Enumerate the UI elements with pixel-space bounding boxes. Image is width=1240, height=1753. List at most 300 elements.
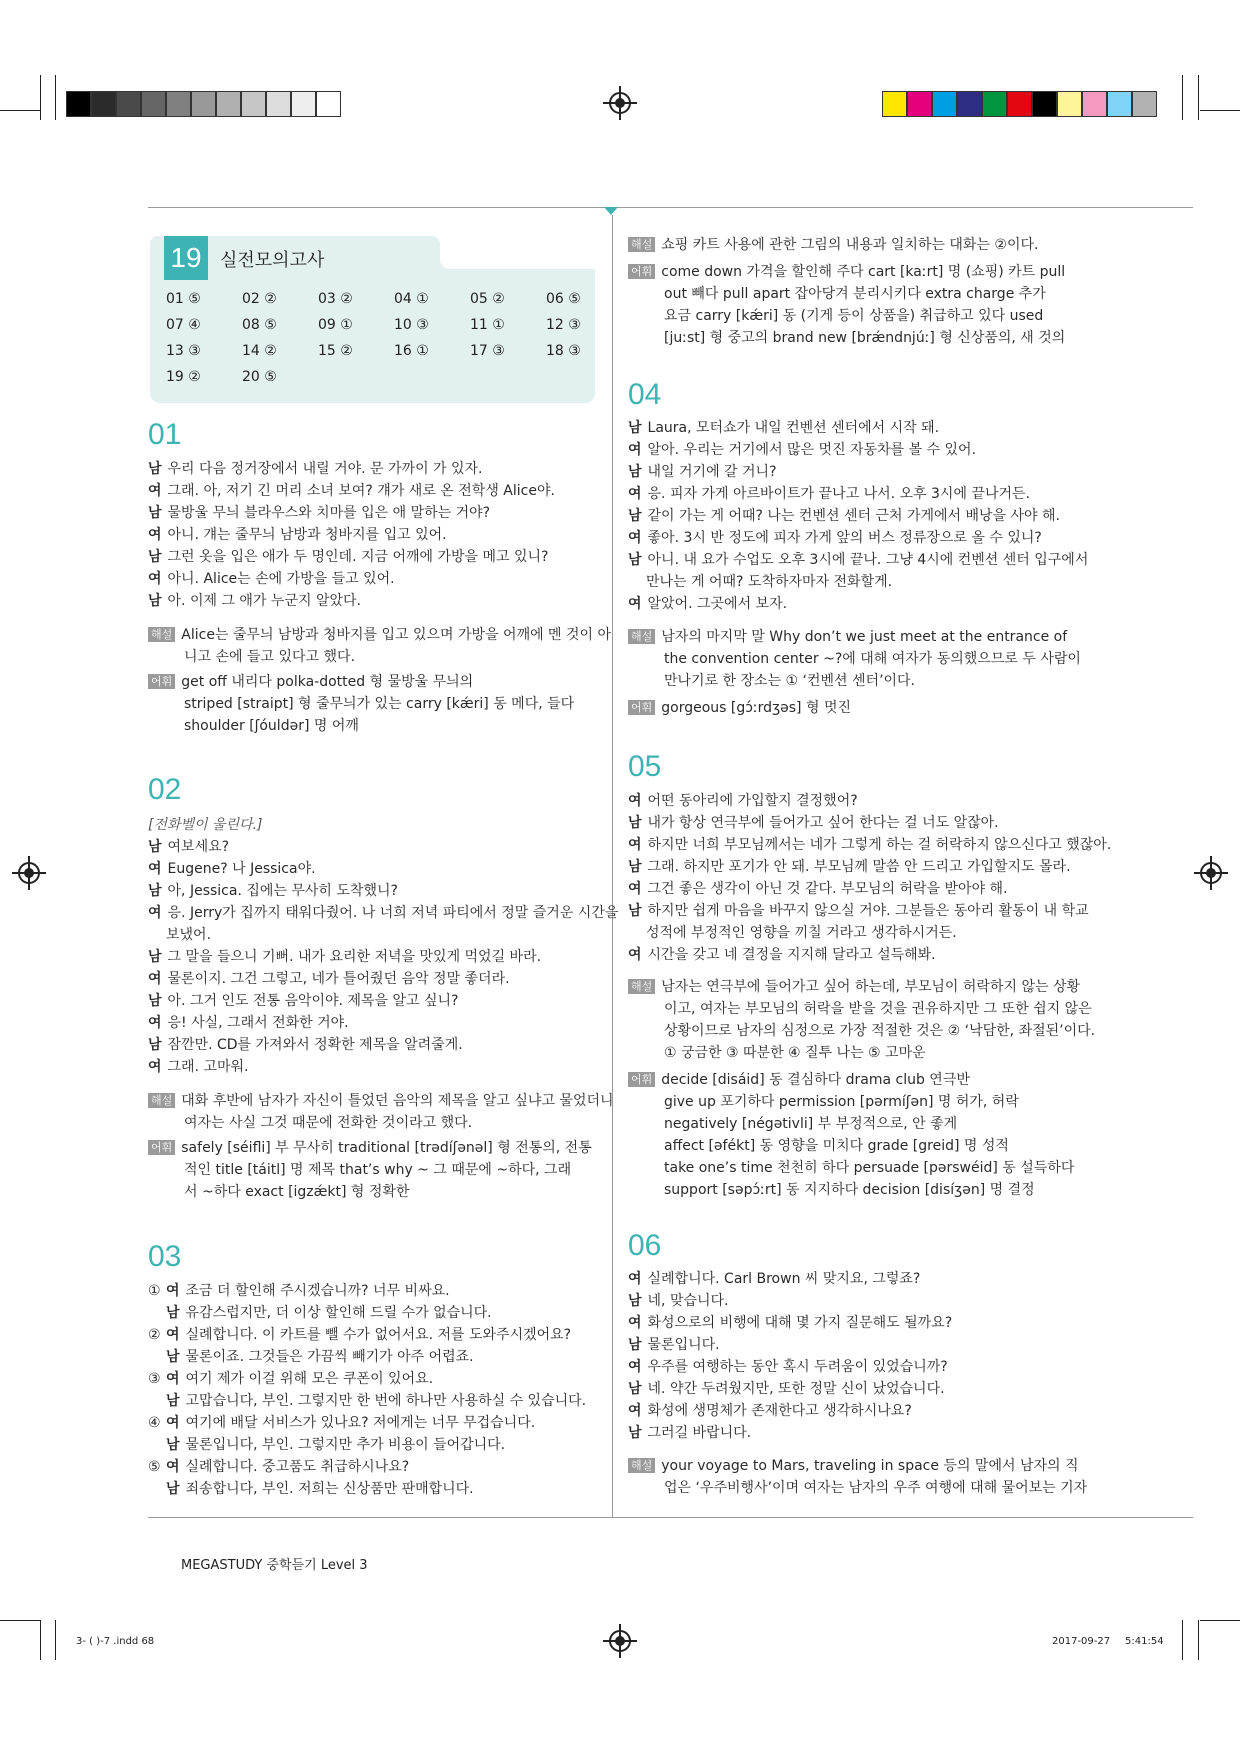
color-swatch — [907, 91, 932, 117]
vocabulary-text: take one’s time 천천히 하다 persuade [pərswéid] 동 설득하다 — [664, 1160, 1075, 1176]
dialogue-line — [628, 922, 957, 944]
dialogue-text: 하지만 쉽게 마음을 바꾸지 않으실 거야. 그분들은 동아리 활동이 내 학교 — [647, 903, 1089, 919]
dialogue-text: 아니. 내 요가 수업도 오후 3시에 끝나. 그냥 4시에 컨벤션 센터 입구에서 — [647, 552, 1089, 568]
speaker-label: 여 — [148, 1059, 162, 1075]
explanation — [628, 1042, 926, 1064]
explanation-text: 여자는 사실 그것 때문에 전화한 것이라고 했다. — [184, 1115, 473, 1131]
speaker-label: 여 — [148, 527, 162, 543]
dialogue-text: 물론입니다, 부인. 그렇지만 추가 비용이 들어갑니다. — [185, 1437, 506, 1453]
dialogue-text: 시간을 갖고 네 결정을 지지해 달라고 설득해봐. — [647, 947, 936, 963]
speaker-label: 여 — [166, 1371, 180, 1387]
speaker-label: 여 — [166, 1459, 180, 1475]
grayscale-color-bar — [66, 91, 341, 117]
dialogue-line — [148, 1056, 249, 1078]
vocabulary-text: decide [disáid] 동 결심하다 drama club 연극반 — [661, 1072, 970, 1088]
answer-item: 03 ② — [318, 291, 353, 307]
explanation — [628, 1477, 1087, 1499]
speaker-label: 남 — [148, 883, 162, 899]
vocabulary — [628, 1157, 1074, 1179]
option-number: ① — [148, 1283, 161, 1299]
question-number: 03 — [148, 1240, 182, 1273]
answer-item: 20 ⑤ — [242, 369, 277, 385]
speaker-label: 남 — [166, 1481, 180, 1497]
dialogue-line — [628, 571, 892, 593]
color-swatch — [241, 91, 266, 117]
answer-item: 06 ⑤ — [546, 291, 581, 307]
dialogue-text: 만나는 게 어때? 도착하자마자 전화할게. — [646, 574, 893, 590]
vocabulary-text: gorgeous [gɔ́ːrdʒəs] 형 멋진 — [661, 700, 851, 716]
dialogue-line — [148, 1412, 535, 1434]
explanation-text: 쇼핑 카트 사용에 관한 그림의 내용과 일치하는 대화는 ②이다. — [661, 237, 1039, 253]
answer-item: 11 ① — [470, 317, 505, 333]
crop-mark — [1200, 1620, 1240, 1621]
dialogue-line — [148, 968, 510, 990]
dialogue-text: 물론입니다. — [647, 1337, 720, 1353]
dialogue-text: 그래. 하지만 포기가 안 돼. 부모님께 말씀 안 드리고 가입할지도 몰라. — [647, 859, 1071, 875]
speaker-label: 남 — [628, 1293, 642, 1309]
dialogue-line — [148, 1478, 474, 1500]
explanation — [148, 646, 355, 668]
speaker-label: 여 — [628, 1315, 642, 1331]
question-number: 02 — [148, 773, 182, 806]
speaker-label: 여 — [628, 881, 642, 897]
color-swatch — [216, 91, 241, 117]
vocabulary-text: safely [séifli] 부 무사히 traditional [trədíʃənəl] 형 전통의, 전통 — [181, 1140, 592, 1156]
center-marker-icon — [604, 207, 618, 215]
column-divider — [612, 215, 613, 1517]
speaker-label: 여 — [166, 1415, 180, 1431]
vocabulary — [148, 693, 574, 715]
speaker-label: 여 — [628, 596, 642, 612]
registration-mark-icon — [609, 1630, 631, 1652]
answer-item: 16 ① — [394, 343, 429, 359]
vocabulary-text: 적인 title [táitl] 명 제목 that’s why ~ 그 때문에 ~하다, 그래 — [184, 1162, 572, 1178]
answer-item: 19 ② — [166, 369, 201, 385]
dialogue-text: 그건 좋은 생각이 아닌 것 같다. 부모님의 허락을 받아야 해. — [647, 881, 1008, 897]
vocabulary-text: get off 내리다 polka-dotted 형 물방울 무늬의 — [181, 674, 474, 690]
vocabulary — [628, 305, 1043, 327]
vocabulary — [628, 283, 1046, 305]
dialogue-line — [148, 990, 458, 1012]
dialogue-line — [628, 878, 1008, 900]
vocabulary-tag: 어휘 — [628, 1072, 655, 1087]
speaker-label: 여 — [166, 1283, 180, 1299]
color-swatch — [116, 91, 141, 117]
dialogue-line — [148, 546, 549, 568]
dialogue-line — [628, 834, 1111, 856]
vocabulary-text: 요금 carry [kǽri] 동 (기게 등이 상품을) 취급하고 있다 used — [664, 308, 1044, 324]
explanation-text: 남자의 마지막 말 Why don’t we just meet at the entrance of — [661, 629, 1068, 645]
dialogue-line — [148, 1346, 474, 1368]
dialogue-text: 응. Jerry가 집까지 태워다줬어. 나 너희 저녁 파티에서 정말 즐거운 시간을 — [167, 905, 619, 921]
vocabulary — [628, 1091, 1019, 1113]
dialogue-text: 하지만 너희 부모님께서는 네가 그렇게 하는 걸 허락하지 않으신다고 했잖아. — [647, 837, 1112, 853]
answer-item: 05 ② — [470, 291, 505, 307]
speaker-label: 여 — [166, 1327, 180, 1343]
dialogue-text: 네, 맞습니다. — [647, 1293, 729, 1309]
color-swatch — [141, 91, 166, 117]
slug-time: 5:41:54 — [1125, 1636, 1164, 1647]
stage-direction: [전화벨이 울린다.] — [148, 817, 263, 833]
dialogue-line — [628, 527, 1042, 549]
vocabulary-text: affect [əfékt] 동 영향을 미치다 grade [greid] 명 성적 — [664, 1138, 1009, 1154]
answer-item: 10 ③ — [394, 317, 429, 333]
vocabulary-text: [juːst] 형 중고의 brand new [brǽndnjúː] 형 신상품의, 새 것의 — [664, 330, 1066, 346]
dialogue-text: 실례합니다. Carl Brown 씨 맞지요, 그렇죠? — [647, 1271, 921, 1287]
vocabulary-text: shoulder [ʃóuldər] 명 어깨 — [184, 718, 359, 734]
speaker-label: 여 — [148, 483, 162, 499]
dialogue-line — [148, 524, 447, 546]
explanation-text: 이고, 여자는 부모님의 허락을 받을 것을 권유하지만 그 또한 쉽지 않은 — [664, 1001, 1092, 1017]
vocabulary — [628, 1135, 1009, 1157]
dialogue-line — [628, 1334, 720, 1356]
speaker-label: 여 — [628, 530, 642, 546]
explanation-text: your voyage to Mars, traveling in space 등의 말에서 남자의 직 — [661, 1458, 1079, 1474]
dialogue-line — [628, 1422, 751, 1444]
vocabulary-tag: 어휘 — [628, 264, 655, 279]
dialogue-line — [628, 1312, 952, 1334]
explanation-tag: 해설 — [628, 979, 655, 994]
dialogue-text: 같이 가는 게 어때? 나는 컨벤션 센터 근처 가게에서 배낭을 사야 해. — [647, 508, 1060, 524]
registration-mark-icon — [1200, 862, 1222, 884]
question-number: 01 — [148, 418, 182, 451]
speaker-label: 여 — [148, 971, 162, 987]
vocabulary-text: negatively [négətivli] 부 부정적으로, 안 좋게 — [664, 1116, 958, 1132]
vocabulary-text: give up 포기하다 permission [pərmíʃən] 명 허가, 허락 — [664, 1094, 1019, 1110]
vocabulary-text: 서 ~하다 exact [igzǽkt] 형 정확한 — [184, 1184, 410, 1200]
crop-mark — [1198, 1620, 1199, 1660]
option-number: ④ — [148, 1415, 161, 1431]
vocabulary — [628, 1113, 957, 1135]
color-swatch — [266, 91, 291, 117]
dialogue-text: 여기 제가 이걸 위해 모은 쿠폰이 있어요. — [185, 1371, 434, 1387]
explanation — [628, 998, 1092, 1020]
speaker-label: 남 — [148, 993, 162, 1009]
dialogue-text: 그래. 고마워. — [167, 1059, 249, 1075]
dialogue-line — [148, 924, 211, 946]
dialogue-line — [628, 593, 787, 615]
vocabulary-tag: 어휘 — [628, 700, 655, 715]
crop-mark — [1182, 1620, 1183, 1660]
dialogue-text: Laura, 모터쇼가 내일 컨벤션 센터에서 시작 돼. — [647, 420, 940, 436]
dialogue-line — [628, 461, 777, 483]
answer-item: 12 ③ — [546, 317, 581, 333]
answer-item: 14 ② — [242, 343, 277, 359]
vocabulary — [148, 1159, 571, 1181]
dialogue-line — [628, 1400, 912, 1422]
dialogue-text: 실례합니다. 이 카트를 뺄 수가 없어서요. 저를 도와주시겠어요? — [185, 1327, 572, 1343]
dialogue-text: Eugene? 나 Jessica야. — [167, 861, 316, 877]
dialogue-line — [628, 417, 939, 439]
footer-title: MEGASTUDY 중학듣기 Level 3 — [181, 1558, 368, 1573]
dialogue-line — [148, 836, 229, 858]
vocabulary-tag: 어휘 — [148, 1140, 175, 1155]
dialogue-text: 우리 다음 정거장에서 내릴 거야. 문 가까이 가 있자. — [167, 461, 483, 477]
explanation-text: ① 궁금한 ③ 따분한 ④ 질투 나는 ⑤ 고마운 — [664, 1045, 926, 1061]
color-swatch — [1032, 91, 1057, 117]
vocabulary — [148, 671, 473, 693]
question-number: 05 — [628, 750, 662, 783]
dialogue-text: 아니. 걔는 줄무늬 남방과 청바지를 입고 있어. — [167, 527, 447, 543]
speaker-label: 여 — [148, 905, 162, 921]
dialogue-line — [628, 944, 936, 966]
option-number: ③ — [148, 1371, 161, 1387]
dialogue-line — [148, 1390, 586, 1412]
dialogue-line — [628, 1290, 729, 1312]
color-swatch — [1132, 91, 1157, 117]
speaker-label: 남 — [628, 508, 642, 524]
option-number: ⑤ — [148, 1459, 161, 1475]
dialogue-text: 화성에 생명체가 존재한다고 생각하시나요? — [647, 1403, 912, 1419]
explanation-text: the convention center ~?에 대해 여자가 동의했으므로 두 사람이 — [664, 651, 1081, 667]
explanation — [628, 648, 1081, 670]
speaker-label: 여 — [148, 1015, 162, 1031]
explanation — [148, 624, 611, 646]
registration-mark-icon — [609, 92, 631, 114]
dialogue-text: 유감스럽지만, 더 이상 할인해 드릴 수가 없습니다. — [185, 1305, 492, 1321]
dialogue-text: 알아. 우리는 거기에서 많은 멋진 자동차를 볼 수 있어. — [647, 442, 977, 458]
dialogue-line — [628, 505, 1060, 527]
speaker-label: 여 — [628, 1359, 642, 1375]
explanation — [628, 976, 1080, 998]
explanation-text: 니고 손에 들고 있다고 했다. — [184, 649, 356, 665]
dialogue-line — [628, 483, 1030, 505]
answer-item: 13 ③ — [166, 343, 201, 359]
dialogue-text: 잠깐만. CD를 가져와서 정확한 제목을 알려줄게. — [167, 1037, 463, 1053]
process-color-bar — [882, 91, 1157, 117]
option-number: ② — [148, 1327, 161, 1343]
dialogue-text: 네. 약간 두려웠지만, 또한 정말 신이 났었습니다. — [647, 1381, 945, 1397]
speaker-label: 여 — [628, 837, 642, 853]
speaker-label: 남 — [148, 1037, 162, 1053]
explanation — [628, 1455, 1079, 1477]
speaker-label: 남 — [148, 949, 162, 965]
crop-mark — [40, 75, 41, 120]
dialogue-line — [148, 1012, 349, 1034]
explanation — [628, 670, 915, 692]
dialogue-line — [148, 902, 618, 924]
crop-mark — [1200, 110, 1240, 111]
speaker-label: 남 — [628, 1425, 642, 1441]
explanation-tag: 해설 — [148, 627, 175, 642]
dialogue-line — [148, 568, 395, 590]
color-swatch — [1007, 91, 1032, 117]
color-swatch — [957, 91, 982, 117]
slug-filename: 3- ( )-7 .indd 68 — [76, 1636, 155, 1647]
dialogue-line — [148, 480, 555, 502]
top-rule — [148, 207, 1193, 208]
answer-item: 15 ② — [318, 343, 353, 359]
vocabulary — [148, 1181, 409, 1203]
dialogue-text: 물론이지. 그건 그렇고, 네가 틀어줬던 음악 정말 좋더라. — [167, 971, 510, 987]
crop-mark — [1182, 75, 1183, 120]
answer-item: 18 ③ — [546, 343, 581, 359]
vocabulary-text: come down 가격을 할인해 주다 cart [kaːrt] 명 (쇼핑) 카트 pull — [661, 264, 1066, 280]
speaker-label: 남 — [628, 1381, 642, 1397]
speaker-label: 남 — [628, 552, 642, 568]
dialogue-line — [628, 439, 976, 461]
speaker-label: 남 — [166, 1393, 180, 1409]
dialogue-text: 좋아. 3시 반 정도에 피자 가게 앞의 버스 정류장으로 올 수 있니? — [647, 530, 1042, 546]
explanation — [148, 1090, 614, 1112]
dialogue-text: 실례합니다. 중고품도 취급하시나요? — [185, 1459, 410, 1475]
color-swatch — [191, 91, 216, 117]
dialogue-text: 죄송합니다, 부인. 저희는 신상품만 판매합니다. — [185, 1481, 474, 1497]
dialogue-text: 내일 거기에 갈 거니? — [647, 464, 777, 480]
vocabulary-text: striped [straipt] 형 줄무늬가 있는 carry [kǽri] 동 메다, 들다 — [184, 696, 575, 712]
dialogue-text: 물론이죠. 그것들은 가끔씩 빼기가 아주 어렵죠. — [185, 1349, 474, 1365]
dialogue-text: 조금 더 할인해 주시겠습니까? 너무 비싸요. — [185, 1283, 450, 1299]
crop-mark — [0, 1620, 40, 1621]
explanation — [628, 1020, 1095, 1042]
explanation-text: Alice는 줄무늬 남방과 청바지를 입고 있으며 가방을 어깨에 멘 것이 아 — [181, 627, 612, 643]
dialogue-text: 아니. Alice는 손에 가방을 들고 있어. — [167, 571, 395, 587]
speaker-label: 여 — [628, 947, 642, 963]
dialogue-text: 그런 옷을 입은 애가 두 명인데. 지금 어깨에 가방을 메고 있니? — [167, 549, 549, 565]
dialogue-line — [628, 549, 1088, 571]
color-swatch — [166, 91, 191, 117]
dialogue-text: 여보세요? — [167, 839, 230, 855]
explanation-tag: 해설 — [628, 629, 655, 644]
dialogue-line — [148, 1434, 505, 1456]
dialogue-text: 화성으로의 비행에 대해 몇 가지 질문해도 될까요? — [647, 1315, 953, 1331]
explanation — [148, 1112, 472, 1134]
color-swatch — [982, 91, 1007, 117]
speaker-label: 남 — [628, 859, 642, 875]
dialogue-line — [628, 1378, 945, 1400]
speaker-label: 남 — [166, 1437, 180, 1453]
dialogue-line — [148, 458, 483, 480]
dialogue-text: 우주를 여행하는 동안 혹시 두려움이 있었습니까? — [647, 1359, 948, 1375]
color-swatch — [1082, 91, 1107, 117]
dialogue-text: 여기에 배달 서비스가 있나요? 저에게는 너무 무겁습니다. — [185, 1415, 536, 1431]
dialogue-line — [148, 946, 541, 968]
vocabulary-tag: 어휘 — [148, 674, 175, 689]
dialogue-text: 알았어. 그곳에서 보자. — [647, 596, 788, 612]
dialogue-text: 고맙습니다, 부인. 그렇지만 한 번에 하나만 사용하실 수 있습니다. — [185, 1393, 587, 1409]
dialogue-line — [148, 880, 398, 902]
vocabulary — [628, 1069, 970, 1091]
dialogue-text: 보냈어. — [166, 927, 212, 943]
crop-mark — [0, 110, 40, 111]
vocabulary — [628, 261, 1065, 283]
speaker-label: 남 — [628, 1337, 642, 1353]
explanation-tag: 해설 — [628, 1458, 655, 1473]
speaker-label: 남 — [148, 549, 162, 565]
dialogue-text: 내가 항상 연극부에 들어가고 싶어 한다는 걸 너도 알잖아. — [647, 815, 999, 831]
dialogue-line — [628, 856, 1071, 878]
dialogue-line — [628, 1356, 948, 1378]
dialogue-line — [148, 1280, 450, 1302]
speaker-label: 여 — [148, 861, 162, 877]
dialogue-line — [148, 1368, 433, 1390]
test-number-badge: 19 — [164, 236, 208, 280]
slug-date: 2017-09-27 — [1052, 1636, 1111, 1647]
test-title: 실전모의고사 — [220, 250, 325, 271]
color-swatch — [291, 91, 316, 117]
answer-item: 17 ③ — [470, 343, 505, 359]
answer-item: 04 ① — [394, 291, 429, 307]
speaker-label: 남 — [148, 593, 162, 609]
question-number: 04 — [628, 378, 662, 411]
dialogue-line — [148, 1302, 492, 1324]
explanation-tag: 해설 — [628, 237, 655, 252]
registration-mark-icon — [18, 862, 40, 884]
dialogue-text: 그래. 아, 저기 긴 머리 소녀 보여? 걔가 새로 온 전학생 Alice야. — [167, 483, 555, 499]
dialogue-text: 아. 이제 그 애가 누군지 알았다. — [167, 593, 361, 609]
speaker-label: 남 — [628, 464, 642, 480]
explanation-text: 상황이므로 남자의 심정으로 가장 적절한 것은 ② ‘낙담한, 좌절된’이다. — [664, 1023, 1096, 1039]
crop-mark — [55, 75, 56, 120]
crop-mark — [55, 1620, 56, 1660]
dialogue-line — [628, 900, 1089, 922]
color-swatch — [882, 91, 907, 117]
dialogue-text: 성적에 부정적인 영향을 끼칠 거라고 생각하시거든. — [646, 925, 957, 941]
vocabulary — [628, 697, 851, 719]
vocabulary — [148, 1137, 592, 1159]
vocabulary-text: out 빼다 pull apart 잡아당겨 분리시키다 extra charge 추가 — [664, 286, 1046, 302]
dialogue-line — [148, 590, 361, 612]
dialogue-line — [148, 1456, 409, 1478]
speaker-label: 여 — [148, 571, 162, 587]
dialogue-line — [628, 812, 999, 834]
crop-mark — [1198, 75, 1199, 120]
color-swatch — [316, 91, 341, 117]
speaker-label: 남 — [148, 505, 162, 521]
answer-item: 08 ⑤ — [242, 317, 277, 333]
color-swatch — [91, 91, 116, 117]
dialogue-text: 물방울 무늬 블라우스와 치마를 입은 애 말하는 거야? — [167, 505, 491, 521]
color-swatch — [1057, 91, 1082, 117]
explanation-text: 대화 후반에 남자가 자신이 틀었던 음악의 제목을 알고 싶냐고 물었더니 — [181, 1093, 614, 1109]
bottom-rule — [148, 1517, 1193, 1518]
answer-item: 01 ⑤ — [166, 291, 201, 307]
dialogue-text: 응. 피자 가게 아르바이트가 끝나고 나서. 오후 3시에 끝나거든. — [647, 486, 1030, 502]
dialogue-text: 어떤 동아리에 가입할지 결정했어? — [647, 793, 858, 809]
speaker-label: 남 — [628, 815, 642, 831]
color-swatch — [66, 91, 91, 117]
speaker-label: 남 — [628, 420, 642, 436]
speaker-label: 여 — [628, 1271, 642, 1287]
answer-item: 02 ② — [242, 291, 277, 307]
dialogue-text: 아. 그거 인도 전통 음악이야. 제목을 알고 싶니? — [167, 993, 459, 1009]
answer-item: 07 ④ — [166, 317, 201, 333]
dialogue-text: 아, Jessica. 집에는 무사히 도착했니? — [167, 883, 398, 899]
dialogue-line — [628, 790, 858, 812]
crop-mark — [40, 1620, 41, 1660]
color-swatch — [1107, 91, 1132, 117]
speaker-label: 남 — [166, 1349, 180, 1365]
speaker-label: 여 — [628, 793, 642, 809]
vocabulary — [148, 715, 359, 737]
vocabulary — [628, 1179, 1035, 1201]
dialogue-text: 그러길 바랍니다. — [647, 1425, 752, 1441]
vocabulary — [628, 327, 1065, 349]
explanation — [628, 234, 1038, 256]
explanation-text: 업은 ‘우주비행사’이며 여자는 남자의 우주 여행에 대해 물어보는 기자 — [664, 1480, 1088, 1496]
dialogue-line — [148, 1034, 463, 1056]
dialogue-line — [148, 858, 316, 880]
dialogue-line — [148, 1324, 571, 1346]
explanation — [628, 626, 1067, 648]
explanation-text: 만나기로 한 장소는 ① ‘컨벤션 센터’이다. — [664, 673, 916, 689]
speaker-label: 여 — [628, 486, 642, 502]
answer-box-notch — [440, 255, 595, 269]
explanation-tag: 해설 — [148, 1093, 175, 1108]
speaker-label: 남 — [628, 903, 642, 919]
vocabulary-text: support [səpɔ́ːrt] 동 지지하다 decision [disíʒən] 명 결정 — [664, 1182, 1035, 1198]
dialogue-line — [148, 502, 490, 524]
